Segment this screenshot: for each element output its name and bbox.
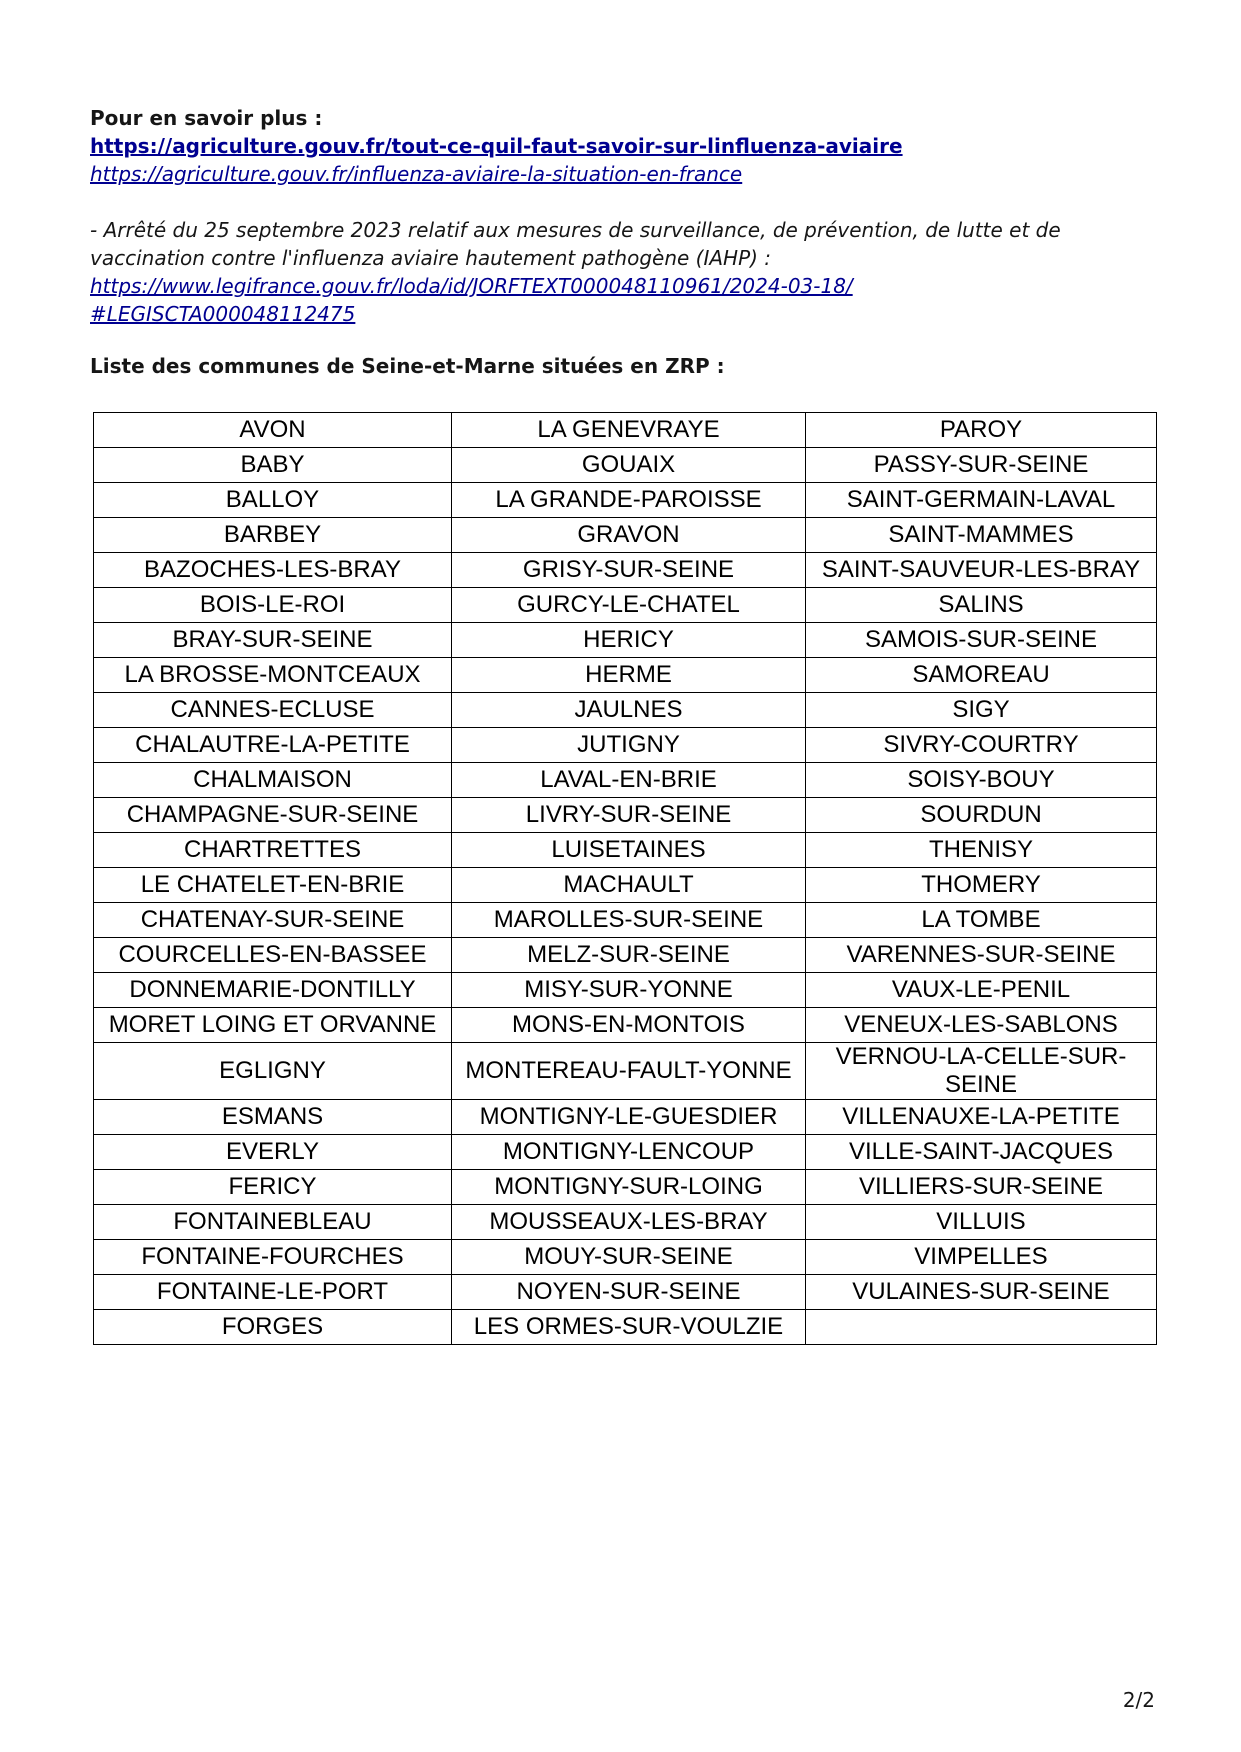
commune-cell: MONTIGNY-LE-GUESDIER bbox=[452, 1100, 806, 1135]
table-row bbox=[94, 693, 1157, 728]
commune-cell: FONTAINEBLEAU bbox=[94, 1205, 452, 1240]
table-row bbox=[94, 763, 1157, 798]
commune-cell: BRAY-SUR-SEINE bbox=[94, 623, 452, 658]
commune-cell: VULAINES-SUR-SEINE bbox=[806, 1275, 1157, 1310]
commune-cell: MOUY-SUR-SEINE bbox=[452, 1240, 806, 1275]
table-row bbox=[94, 1100, 1157, 1135]
table-row bbox=[94, 1240, 1157, 1275]
commune-cell: CHAMPAGNE-SUR-SEINE bbox=[94, 798, 452, 833]
table-row bbox=[94, 903, 1157, 938]
commune-cell: VILLE-SAINT-JACQUES bbox=[806, 1135, 1157, 1170]
table-row bbox=[94, 518, 1157, 553]
commune-cell: MAROLLES-SUR-SEINE bbox=[452, 903, 806, 938]
table-row bbox=[94, 1170, 1157, 1205]
commune-cell: SOURDUN bbox=[806, 798, 1157, 833]
commune-cell: AVON bbox=[94, 413, 452, 448]
link-influenza-situation[interactable]: https://agriculture.gouv.fr/influenza-aviaire-la-situation-en-france bbox=[90, 162, 743, 186]
commune-cell: SALINS bbox=[806, 588, 1157, 623]
commune-cell: FERICY bbox=[94, 1170, 452, 1205]
decree-text-line2: vaccination contre l'influenza aviaire hautement pathogène (IAHP) : bbox=[90, 246, 772, 270]
commune-cell: BAZOCHES-LES-BRAY bbox=[94, 553, 452, 588]
list-title: Liste des communes de Seine-et-Marne situées en ZRP : bbox=[90, 354, 725, 378]
commune-cell: VIMPELLES bbox=[806, 1240, 1157, 1275]
commune-cell: BARBEY bbox=[94, 518, 452, 553]
commune-cell: BABY bbox=[94, 448, 452, 483]
commune-cell bbox=[806, 1310, 1157, 1345]
table-row bbox=[94, 553, 1157, 588]
commune-cell: LA GENEVRAYE bbox=[452, 413, 806, 448]
commune-cell: CHALMAISON bbox=[94, 763, 452, 798]
table-row bbox=[94, 1135, 1157, 1170]
commune-cell: CHALAUTRE-LA-PETITE bbox=[94, 728, 452, 763]
commune-cell: FONTAINE-FOURCHES bbox=[94, 1240, 452, 1275]
commune-cell: HERICY bbox=[452, 623, 806, 658]
table-row bbox=[94, 1008, 1157, 1043]
page-number: 2/2 bbox=[1122, 1688, 1155, 1712]
commune-cell: PASSY-SUR-SEINE bbox=[806, 448, 1157, 483]
commune-cell: LIVRY-SUR-SEINE bbox=[452, 798, 806, 833]
commune-cell: EVERLY bbox=[94, 1135, 452, 1170]
commune-cell: HERME bbox=[452, 658, 806, 693]
commune-cell: CHARTRETTES bbox=[94, 833, 452, 868]
spacer bbox=[90, 188, 1152, 216]
commune-cell: SAINT-SAUVEUR-LES-BRAY bbox=[806, 553, 1157, 588]
table-row bbox=[94, 938, 1157, 973]
commune-cell: FORGES bbox=[94, 1310, 452, 1345]
commune-cell: BOIS-LE-ROI bbox=[94, 588, 452, 623]
commune-cell: LA GRANDE-PAROISSE bbox=[452, 483, 806, 518]
commune-cell: JAULNES bbox=[452, 693, 806, 728]
commune-cell: SAMOREAU bbox=[806, 658, 1157, 693]
commune-cell: SAMOIS-SUR-SEINE bbox=[806, 623, 1157, 658]
commune-cell: MISY-SUR-YONNE bbox=[452, 973, 806, 1008]
communes-table bbox=[93, 412, 1157, 1345]
table-row bbox=[94, 1310, 1157, 1345]
commune-cell: LA BROSSE-MONTCEAUX bbox=[94, 658, 452, 693]
commune-cell: MONTEREAU-FAULT-YONNE bbox=[452, 1043, 806, 1100]
commune-cell: VERNOU-LA-CELLE-SUR-SEINE bbox=[806, 1043, 1157, 1100]
commune-cell: VENEUX-LES-SABLONS bbox=[806, 1008, 1157, 1043]
commune-cell: VARENNES-SUR-SEINE bbox=[806, 938, 1157, 973]
commune-cell: SIVRY-COURTRY bbox=[806, 728, 1157, 763]
commune-cell: SAINT-GERMAIN-LAVAL bbox=[806, 483, 1157, 518]
commune-cell: EGLIGNY bbox=[94, 1043, 452, 1100]
table-row bbox=[94, 1205, 1157, 1240]
commune-cell: DONNEMARIE-DONTILLY bbox=[94, 973, 452, 1008]
commune-cell: VILLENAUXE-LA-PETITE bbox=[806, 1100, 1157, 1135]
document-body bbox=[90, 104, 1152, 380]
commune-cell: THENISY bbox=[806, 833, 1157, 868]
commune-cell: SOISY-BOUY bbox=[806, 763, 1157, 798]
commune-cell: MONTIGNY-LENCOUP bbox=[452, 1135, 806, 1170]
commune-cell: LUISETAINES bbox=[452, 833, 806, 868]
commune-cell: MONS-EN-MONTOIS bbox=[452, 1008, 806, 1043]
commune-cell: VAUX-LE-PENIL bbox=[806, 973, 1157, 1008]
commune-cell: SAINT-MAMMES bbox=[806, 518, 1157, 553]
commune-cell: GURCY-LE-CHATEL bbox=[452, 588, 806, 623]
commune-cell: SIGY bbox=[806, 693, 1157, 728]
commune-cell: LAVAL-EN-BRIE bbox=[452, 763, 806, 798]
commune-cell: VILLUIS bbox=[806, 1205, 1157, 1240]
commune-cell: COURCELLES-EN-BASSEE bbox=[94, 938, 452, 973]
commune-cell: ESMANS bbox=[94, 1100, 452, 1135]
commune-cell: GOUAIX bbox=[452, 448, 806, 483]
commune-cell: MELZ-SUR-SEINE bbox=[452, 938, 806, 973]
commune-cell: GRAVON bbox=[452, 518, 806, 553]
commune-cell: CHATENAY-SUR-SEINE bbox=[94, 903, 452, 938]
table-row bbox=[94, 413, 1157, 448]
table-row bbox=[94, 658, 1157, 693]
link-legifrance-line1: https://www.legifrance.gouv.fr/loda/id/JORFTEXT000048110961/2024-03-18/ bbox=[90, 274, 853, 298]
commune-cell: NOYEN-SUR-SEINE bbox=[452, 1275, 806, 1310]
table-row bbox=[94, 1043, 1157, 1100]
table-row bbox=[94, 1275, 1157, 1310]
link-legifrance-line2: #LEGISCTA000048112475 bbox=[90, 302, 356, 326]
section-heading: Pour en savoir plus : bbox=[90, 106, 323, 130]
table-row bbox=[94, 973, 1157, 1008]
commune-cell: BALLOY bbox=[94, 483, 452, 518]
table-row bbox=[94, 483, 1157, 518]
link-influenza-info[interactable]: https://agriculture.gouv.fr/tout-ce-quil-faut-savoir-sur-linfluenza-aviaire bbox=[90, 134, 903, 158]
commune-cell: MONTIGNY-SUR-LOING bbox=[452, 1170, 806, 1205]
table-row bbox=[94, 868, 1157, 903]
table-row bbox=[94, 588, 1157, 623]
table-row bbox=[94, 623, 1157, 658]
commune-cell: CANNES-ECLUSE bbox=[94, 693, 452, 728]
table-row bbox=[94, 798, 1157, 833]
table-row bbox=[94, 728, 1157, 763]
commune-cell: LA TOMBE bbox=[806, 903, 1157, 938]
commune-cell: VILLIERS-SUR-SEINE bbox=[806, 1170, 1157, 1205]
commune-cell: MACHAULT bbox=[452, 868, 806, 903]
commune-cell: GRISY-SUR-SEINE bbox=[452, 553, 806, 588]
commune-cell: PAROY bbox=[806, 413, 1157, 448]
commune-cell: LES ORMES-SUR-VOULZIE bbox=[452, 1310, 806, 1345]
commune-cell: LE CHATELET-EN-BRIE bbox=[94, 868, 452, 903]
commune-cell: FONTAINE-LE-PORT bbox=[94, 1275, 452, 1310]
commune-cell: MOUSSEAUX-LES-BRAY bbox=[452, 1205, 806, 1240]
commune-cell: JUTIGNY bbox=[452, 728, 806, 763]
decree-text-line1: - Arrêté du 25 septembre 2023 relatif aux mesures de surveillance, de prévention, de lutte et de bbox=[90, 218, 1061, 242]
link-legifrance[interactable] bbox=[90, 272, 1152, 328]
table-row bbox=[94, 448, 1157, 483]
table-row bbox=[94, 833, 1157, 868]
commune-cell: MORET LOING ET ORVANNE bbox=[94, 1008, 452, 1043]
commune-cell: THOMERY bbox=[806, 868, 1157, 903]
